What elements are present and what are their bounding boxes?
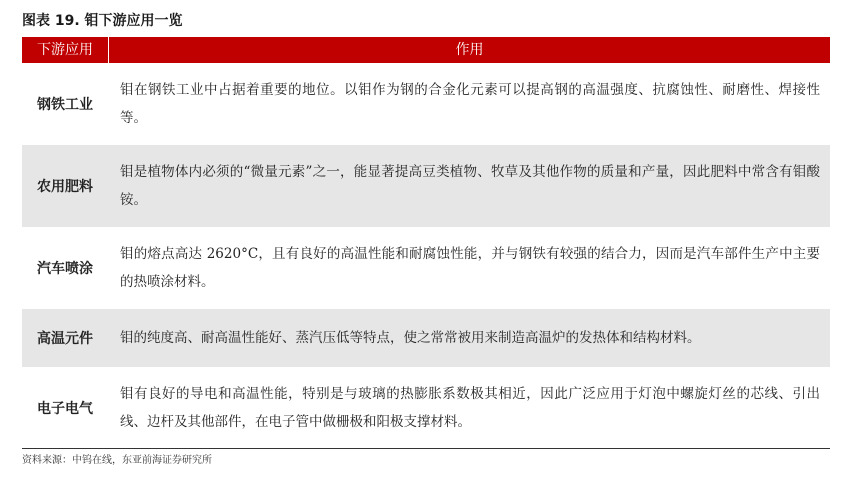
source-note: 资料来源：中钨在线，东亚前海证券研究所 <box>22 455 212 466</box>
table-bottom-rule <box>22 448 830 449</box>
row-application: 汽车喷涂 <box>37 261 93 277</box>
row-application: 电子电气 <box>37 401 93 417</box>
row-application: 高温元件 <box>37 331 93 347</box>
row-description: 钼是植物体内必须的“微量元素”之一，能显著提高豆类植物、牧草及其他作物的质量和产量，因此肥料中常含有钼酸铵。 <box>120 164 820 208</box>
row-application: 钢铁工业 <box>37 97 93 113</box>
table-row <box>22 227 830 309</box>
row-description: 钼的纯度高、耐高温性能好、蒸汽压低等特点，使之常常被用来制造高温炉的发热体和结构材料。 <box>120 330 701 346</box>
row-description: 钼有良好的导电和高温性能，特别是与玻璃的热膨胀系数极其相近，因此广泛应用于灯泡中螺旋灯丝的芯线、引出线、边杆及其他部件，在电子管中做栅极和阳极支撑材料。 <box>120 386 820 430</box>
table-row <box>22 367 830 449</box>
application-table <box>22 37 830 449</box>
row-description: 钼在钢铁工业中占据着重要的地位。以钼作为钢的合金化元素可以提高钢的高温强度、抗腐蚀性、耐磨性、焊接性等。 <box>120 82 820 126</box>
table-header <box>22 37 830 63</box>
figure-title: 图表 19. 钼下游应用一览 <box>22 13 183 29</box>
table-row <box>22 63 830 145</box>
row-description: 钼的熔点高达 2620°C，且有良好的高温性能和耐腐蚀性能，并与钢铁有较强的结合力，因而是汽车部件生产中主要的热喷涂材料。 <box>120 246 820 290</box>
header-function: 作用 <box>455 42 484 58</box>
table-row <box>22 309 830 367</box>
table-row <box>22 145 830 227</box>
header-application: 下游应用 <box>22 37 109 63</box>
row-application: 农用肥料 <box>37 179 93 195</box>
